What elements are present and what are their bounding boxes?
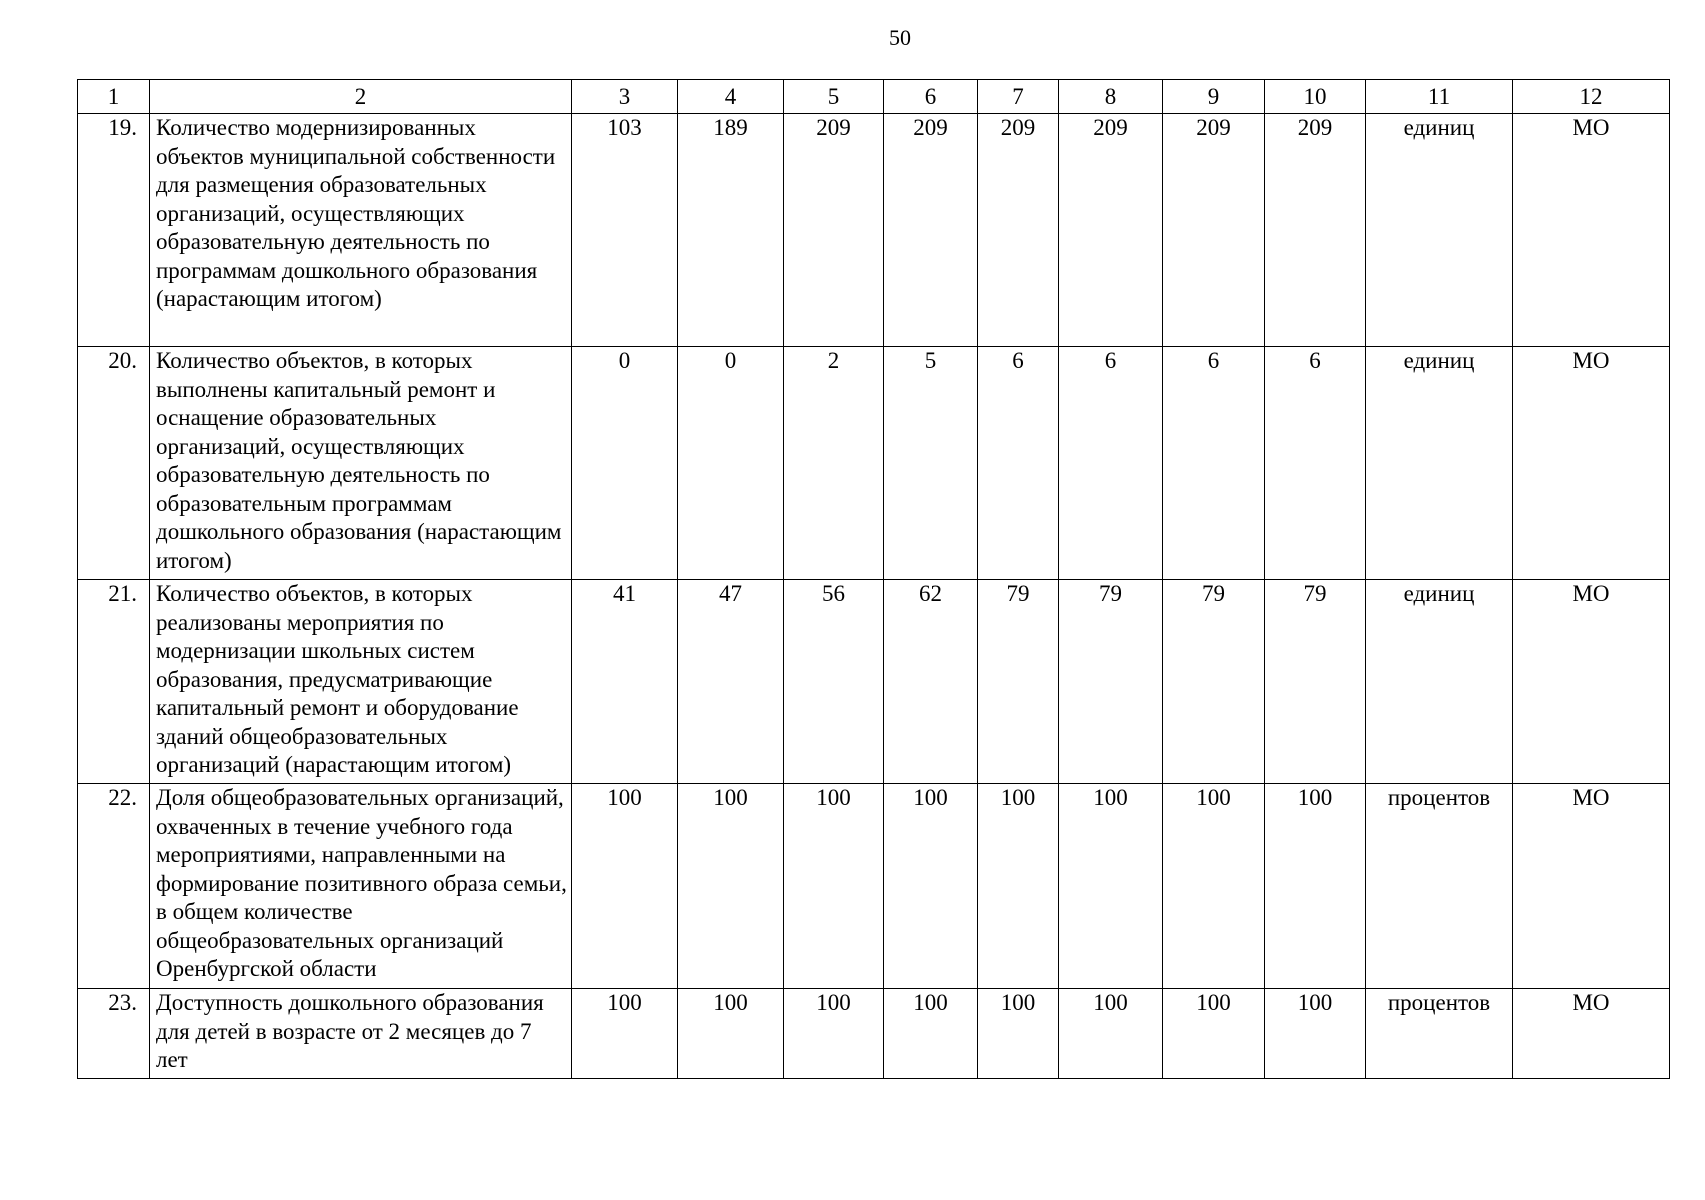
value-cell: 41 xyxy=(572,580,678,784)
unit-cell: процентов xyxy=(1366,989,1513,1079)
column-header: 9 xyxy=(1163,80,1265,114)
column-header: 1 xyxy=(78,80,150,114)
value-cell: 5 xyxy=(884,347,978,580)
column-header: 5 xyxy=(784,80,884,114)
value-cell: 100 xyxy=(1059,989,1163,1079)
value-cell: 79 xyxy=(1059,580,1163,784)
row-number: 19. xyxy=(78,114,150,347)
value-cell: 79 xyxy=(1265,580,1366,784)
column-header: 12 xyxy=(1513,80,1670,114)
unit-cell: процентов xyxy=(1366,784,1513,989)
value-cell: 2 xyxy=(784,347,884,580)
row-number: 20. xyxy=(78,347,150,580)
value-cell: 6 xyxy=(1163,347,1265,580)
table-row xyxy=(78,114,1670,347)
indicator-name: Доля общеобразовательных организаций, охваченных в течение учебного года мероприятиями, направленными на формирование позитивного образа семьи, в общем количестве общеобразовательных организаций Оренбургской области xyxy=(150,784,572,989)
value-cell: 209 xyxy=(1059,114,1163,347)
value-cell: 100 xyxy=(572,989,678,1079)
responsible-cell: МО xyxy=(1513,114,1670,347)
column-header: 8 xyxy=(1059,80,1163,114)
indicator-name: Количество модернизированных объектов муниципальной собственности для размещения образовательных организаций, осуществляющих образовательную деятельность по программам дошкольного образования (нарастающим итогом) xyxy=(150,114,572,347)
value-cell: 56 xyxy=(784,580,884,784)
value-cell: 100 xyxy=(678,989,784,1079)
table-row xyxy=(78,989,1670,1079)
value-cell: 189 xyxy=(678,114,784,347)
indicator-name: Количество объектов, в которых реализованы мероприятия по модернизации школьных систем образования, предусматривающие капитальный ремонт и оборудование зданий общеобразовательных организаций (нарастающим итогом) xyxy=(150,580,572,784)
value-cell: 79 xyxy=(1163,580,1265,784)
value-cell: 209 xyxy=(978,114,1059,347)
responsible-cell: МО xyxy=(1513,347,1670,580)
indicator-name: Количество объектов, в которых выполнены капитальный ремонт и оснащение образовательных организаций, осуществляющих образовательную деятельность по образовательным программам дошкольного образования (нарастающим итогом) xyxy=(150,347,572,580)
value-cell: 47 xyxy=(678,580,784,784)
column-header: 10 xyxy=(1265,80,1366,114)
unit-cell: единиц xyxy=(1366,114,1513,347)
value-cell: 100 xyxy=(884,784,978,989)
value-cell: 100 xyxy=(678,784,784,989)
row-number: 23. xyxy=(78,989,150,1079)
column-header: 4 xyxy=(678,80,784,114)
column-header: 11 xyxy=(1366,80,1513,114)
value-cell: 100 xyxy=(1059,784,1163,989)
value-cell: 100 xyxy=(1163,989,1265,1079)
value-cell: 100 xyxy=(1163,784,1265,989)
column-header: 6 xyxy=(884,80,978,114)
value-cell: 6 xyxy=(1059,347,1163,580)
value-cell: 100 xyxy=(784,989,884,1079)
value-cell: 100 xyxy=(784,784,884,989)
value-cell: 100 xyxy=(978,784,1059,989)
column-header: 2 xyxy=(150,80,572,114)
row-number: 21. xyxy=(78,580,150,784)
unit-cell: единиц xyxy=(1366,580,1513,784)
table-row xyxy=(78,580,1670,784)
value-cell: 209 xyxy=(1163,114,1265,347)
indicator-name: Доступность дошкольного образования для детей в возрасте от 2 месяцев до 7 лет xyxy=(150,989,572,1079)
page-number: 50 xyxy=(889,25,911,50)
value-cell: 100 xyxy=(978,989,1059,1079)
value-cell: 0 xyxy=(678,347,784,580)
unit-cell: единиц xyxy=(1366,347,1513,580)
table-row xyxy=(78,784,1670,989)
row-number: 22. xyxy=(78,784,150,989)
value-cell: 209 xyxy=(784,114,884,347)
value-cell: 100 xyxy=(1265,989,1366,1079)
responsible-cell: МО xyxy=(1513,580,1670,784)
value-cell: 209 xyxy=(1265,114,1366,347)
value-cell: 103 xyxy=(572,114,678,347)
value-cell: 209 xyxy=(884,114,978,347)
responsible-cell: МО xyxy=(1513,784,1670,989)
column-header: 7 xyxy=(978,80,1059,114)
value-cell: 6 xyxy=(978,347,1059,580)
table-row xyxy=(78,347,1670,580)
value-cell: 62 xyxy=(884,580,978,784)
value-cell: 100 xyxy=(1265,784,1366,989)
value-cell: 0 xyxy=(572,347,678,580)
table-header-row xyxy=(78,80,1670,114)
responsible-cell: МО xyxy=(1513,989,1670,1079)
value-cell: 100 xyxy=(884,989,978,1079)
indicators-table xyxy=(77,79,1670,1079)
value-cell: 6 xyxy=(1265,347,1366,580)
value-cell: 100 xyxy=(572,784,678,989)
value-cell: 79 xyxy=(978,580,1059,784)
column-header: 3 xyxy=(572,80,678,114)
